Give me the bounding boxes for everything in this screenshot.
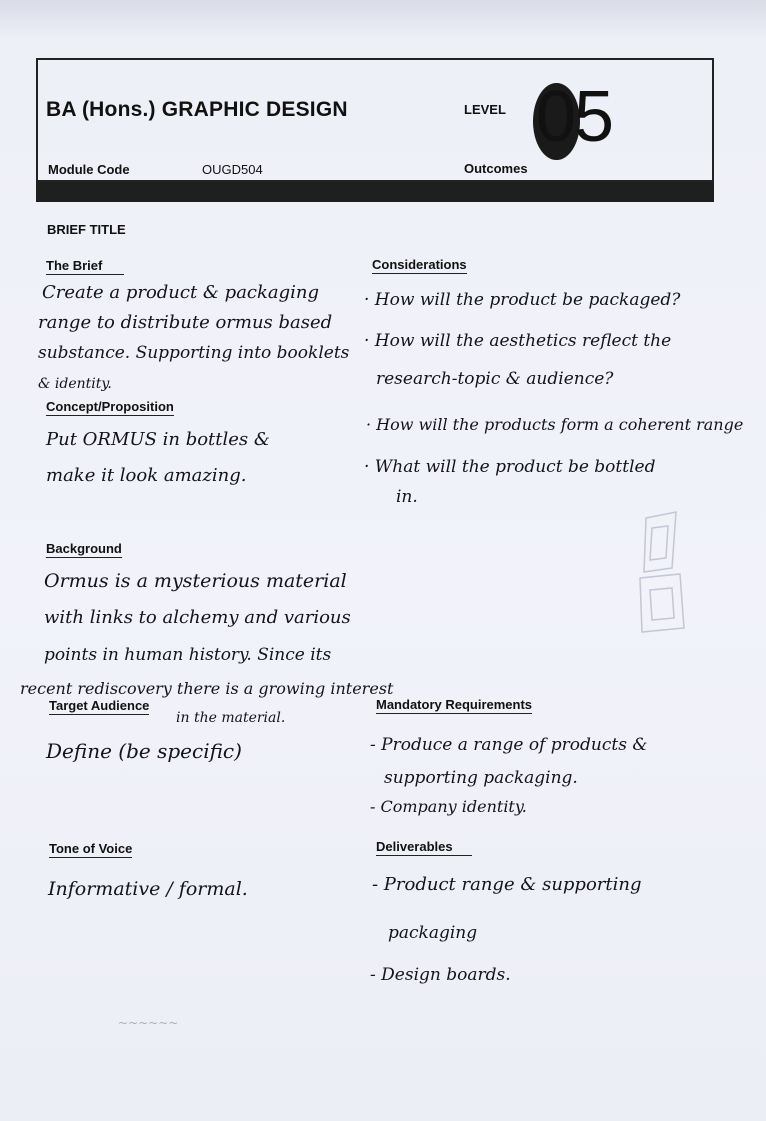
considerations-line: research-topic & audience? [376, 369, 614, 389]
considerations-line: · How will the product be packaged? [364, 290, 681, 310]
show-through-note: ~~~~~~ [118, 1016, 179, 1030]
level-label: LEVEL [464, 102, 506, 117]
considerations-heading: Considerations [372, 257, 467, 272]
background-heading: Background [46, 541, 122, 556]
faint-sketch-mark [632, 508, 690, 636]
concept-line: Put ORMUS in bottles & [46, 429, 270, 450]
header-bar [36, 182, 714, 202]
deliverables-line: - Design boards. [370, 965, 511, 985]
module-code-label: Module Code [48, 162, 130, 177]
target-audience-line: Define (be specific) [46, 739, 242, 763]
mandatory-line: supporting packaging. [384, 768, 578, 788]
background-line: Ormus is a mysterious material [44, 570, 347, 592]
module-code: OUGD504 [202, 162, 263, 177]
background-line: recent rediscovery there is a growing interest [20, 679, 394, 698]
mandatory-line: - Produce a range of products & [370, 735, 648, 755]
target-audience-heading: Target Audience [49, 698, 150, 713]
considerations-line: in. [396, 487, 418, 507]
tone-of-voice-heading: Tone of Voice [49, 841, 133, 856]
tone-of-voice-line: Informative / formal. [48, 878, 248, 900]
background-line: points in human history. Since its [44, 645, 332, 665]
course-title: BA (Hons.) GRAPHIC DESIGN [46, 98, 348, 121]
level-number: 05 [536, 77, 613, 157]
the-brief-line: substance. Supporting into booklets [38, 343, 350, 363]
outcomes-label: Outcomes [464, 161, 528, 176]
deliverables-line: - Product range & supporting [372, 874, 642, 895]
the-brief-line: & identity. [38, 376, 112, 392]
background-line: in the material. [176, 710, 286, 726]
considerations-line: · How will the aesthetics reflect the [364, 331, 672, 351]
deliverables-line: packaging [388, 923, 478, 943]
the-brief-line: Create a product & packaging [42, 282, 320, 303]
considerations-line: · What will the product be bottled [364, 457, 656, 477]
the-brief-heading: The Brief [46, 258, 124, 275]
considerations-line: · How will the products form a coherent range [366, 415, 744, 434]
background-line: with links to alchemy and various [44, 607, 351, 628]
mandatory-line: - Company identity. [370, 797, 527, 816]
deliverables-heading: Deliverables [376, 839, 472, 856]
concept-heading: Concept/Proposition [46, 399, 174, 414]
mandatory-heading: Mandatory Requirements [376, 697, 533, 712]
the-brief-line: range to distribute ormus based [38, 312, 333, 333]
concept-line: make it look amazing. [46, 465, 247, 486]
brief-title-label: BRIEF TITLE [47, 222, 126, 237]
